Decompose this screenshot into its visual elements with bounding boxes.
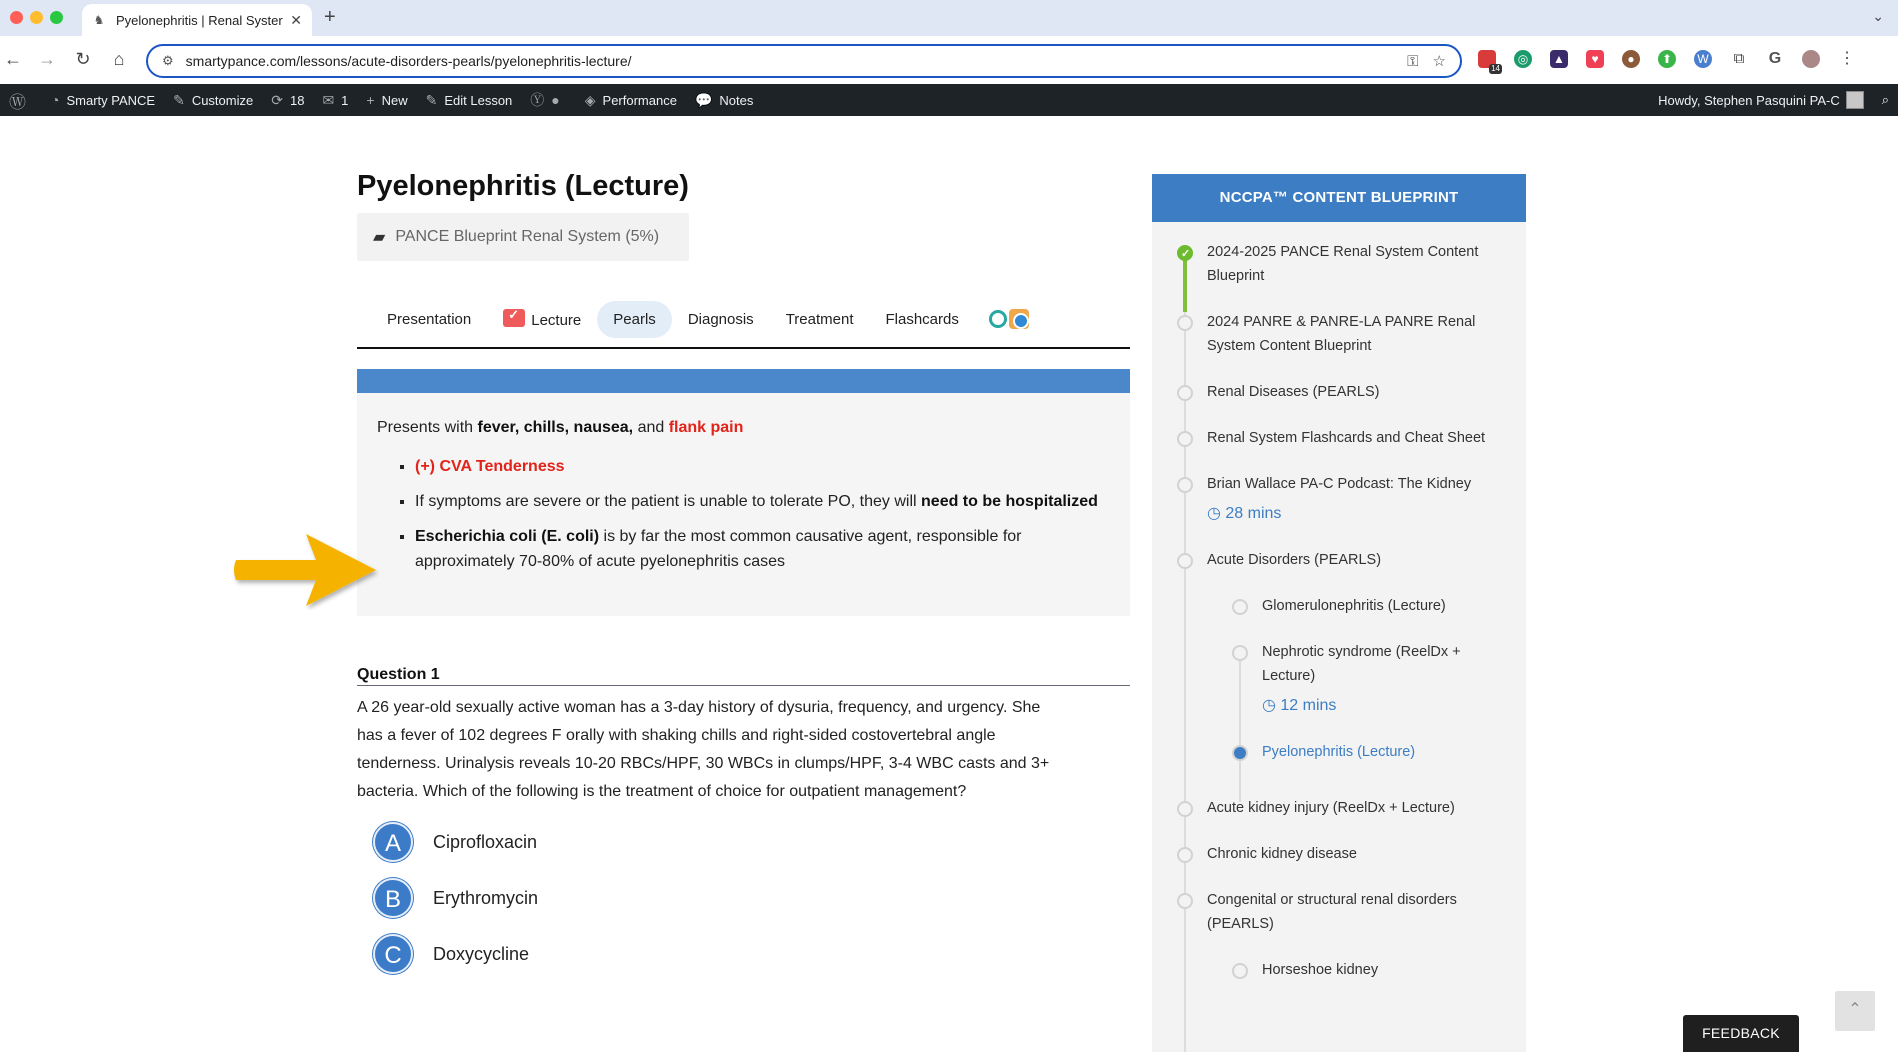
site-info-icon[interactable]: ⚙ bbox=[162, 53, 174, 68]
reload-icon[interactable]: ↻ bbox=[75, 49, 91, 69]
clock-icon: ◷ bbox=[1262, 697, 1281, 714]
question-text: A 26 year-old sexually active woman has a 3-day history of dysuria, frequency, and urgency. She has a fever of 102 degrees F orally with shaking chills and right-sided costovertebral angle tenderness. Urinalysis reveals 10-20 RBCs/HPF, 30 WBCs in clumps/HPF, 3-4 WBC casts and 3+ bacteria. Which of the following is the treatment of choice for outpatient management? bbox=[357, 699, 1050, 800]
blueprint-badge-label: PANCE Blueprint Renal System (5%) bbox=[395, 228, 660, 245]
status-dot-icon: ● bbox=[551, 92, 560, 108]
pearl-item: ▪ If symptoms are severe or the patient is unable to tolerate PO, they will need to be hospitalized bbox=[415, 489, 1110, 514]
admin-customize-link[interactable]: ✎ Customize bbox=[173, 91, 254, 108]
current-step-dot-icon bbox=[1232, 745, 1248, 761]
wordpress-extension-icon[interactable]: W bbox=[1694, 50, 1712, 68]
step-dot-icon bbox=[1177, 431, 1193, 447]
admin-site-link[interactable]: ◔ Smarty PANCE bbox=[51, 92, 156, 108]
answer-text: Doxycycline bbox=[433, 943, 530, 964]
tab-pearls[interactable]: Pearls bbox=[597, 301, 672, 338]
pearl-item: ▪ Escherichia coli (E. coli) is by far the most common causative agent, responsible for approximately 70-80% of acute pyelonephritis cases bbox=[415, 524, 1110, 574]
sidebar-subitem[interactable]: Horseshoe kidney bbox=[1152, 958, 1526, 982]
google-icon[interactable]: G bbox=[1766, 50, 1784, 68]
cookie-extension-icon[interactable]: ● bbox=[1622, 50, 1640, 68]
feedback-button[interactable]: FEEDBACK bbox=[1683, 1015, 1799, 1052]
clock-icon: ◷ bbox=[1207, 505, 1226, 522]
blueprint-sidebar bbox=[1152, 174, 1526, 1052]
new-tab-icon[interactable]: + bbox=[324, 6, 336, 28]
sidebar-item[interactable]: Renal System Flashcards and Cheat Sheet bbox=[1152, 426, 1526, 450]
answer-letter-badge: B bbox=[373, 878, 413, 918]
page-title: Pyelonephritis (Lecture) bbox=[357, 170, 689, 202]
tab-search-chevron-icon[interactable]: ⌄ bbox=[1872, 8, 1884, 24]
pearls-list bbox=[415, 454, 1110, 574]
sidebar-item[interactable]: Brian Wallace PA-C Podcast: The Kidney ◷ 28 mins bbox=[1152, 472, 1526, 526]
duration-label: ◷ 12 mins bbox=[1262, 697, 1337, 714]
browser-menu-icon[interactable]: ⋮ bbox=[1839, 50, 1855, 67]
home-icon[interactable]: ⌂ bbox=[113, 49, 125, 69]
close-window-button[interactable] bbox=[10, 11, 23, 24]
step-dot-icon bbox=[1177, 553, 1193, 569]
pearls-intro: Presents with fever, chills, nausea, and flank pain bbox=[377, 419, 744, 436]
step-dot-icon bbox=[1232, 645, 1248, 661]
answer-letter-badge: C bbox=[373, 934, 413, 974]
answer-text: Ciprofloxacin bbox=[433, 831, 538, 852]
performance-icon: ◈ bbox=[584, 91, 596, 108]
minimize-window-button[interactable] bbox=[30, 11, 43, 24]
browser-tabstrip bbox=[0, 0, 1898, 36]
admin-updates-link[interactable]: ⟳ 18 bbox=[271, 91, 305, 108]
tab-title: Pyelonephritis | Renal Syster bbox=[116, 12, 283, 28]
pencil-icon: ✎ bbox=[425, 91, 438, 108]
sidebar-subitem-current[interactable]: Pyelonephritis (Lecture) bbox=[1152, 740, 1526, 764]
annotation-arrow-icon bbox=[232, 530, 380, 610]
answer-option-b[interactable] bbox=[357, 870, 1130, 926]
video-camera-icon[interactable] bbox=[1009, 309, 1029, 329]
admin-notes-link[interactable]: 💬 Notes bbox=[694, 91, 754, 108]
sidebar-item[interactable]: Acute Disorders (PEARLS) bbox=[1152, 548, 1526, 572]
url-text[interactable]: smartypance.com/lessons/acute-disorders-pearls/pyelonephritis-lecture/ bbox=[185, 53, 632, 69]
lesson-content bbox=[357, 170, 1130, 982]
sidebar-item[interactable]: ✓ 2024-2025 PANCE Renal System Content Blueprint bbox=[1152, 240, 1526, 288]
updates-icon: ⟳ bbox=[271, 91, 283, 108]
profile-avatar[interactable] bbox=[1802, 50, 1820, 68]
sidebar-item[interactable]: 2024 PANRE & PANRE-LA PANRE Renal System Content Blueprint bbox=[1152, 310, 1526, 358]
sidebar-item[interactable]: Acute kidney injury (ReelDx + Lecture) bbox=[1152, 796, 1526, 820]
puzzle-extensions-icon[interactable]: ⧉ bbox=[1730, 50, 1748, 68]
tab-lecture[interactable]: ✓ Lecture bbox=[487, 299, 597, 339]
question-heading: Question 1 bbox=[357, 666, 1130, 686]
answer-text: Erythromycin bbox=[433, 887, 539, 908]
sidebar-heading: NCCPA™ CONTENT BLUEPRINT bbox=[1152, 174, 1526, 222]
site-favicon-icon: ♞ bbox=[93, 13, 105, 27]
step-dot-icon bbox=[1232, 599, 1248, 615]
browser-toolbar bbox=[0, 36, 1898, 84]
tab-diagnosis[interactable]: Diagnosis bbox=[687, 310, 754, 328]
user-avatar bbox=[1846, 91, 1864, 109]
bookmark-star-icon[interactable]: ☆ bbox=[1432, 53, 1446, 70]
sidebar-subitem[interactable]: Nephrotic syndrome (ReelDx + Lecture) ◷ 12 mins bbox=[1152, 640, 1526, 718]
sidebar-subitem[interactable]: Glomerulonephritis (Lecture) bbox=[1152, 594, 1526, 618]
admin-performance-link[interactable]: ◈ Performance bbox=[584, 91, 677, 108]
tab-flashcards[interactable]: Flashcards bbox=[885, 310, 959, 328]
step-dot-icon bbox=[1177, 477, 1193, 493]
step-dot-icon bbox=[1232, 963, 1248, 979]
sidebar-item[interactable]: Chronic kidney disease bbox=[1152, 842, 1526, 866]
answer-letter-badge: A bbox=[373, 822, 413, 862]
extensions-row bbox=[1478, 50, 1856, 73]
complete-check-icon bbox=[1177, 245, 1193, 261]
step-dot-icon bbox=[1177, 893, 1193, 909]
address-bar[interactable] bbox=[146, 44, 1462, 78]
sidebar-item[interactable]: Renal Diseases (PEARLS) bbox=[1152, 380, 1526, 404]
step-dot-icon bbox=[1177, 385, 1193, 401]
progress-ring-icon[interactable] bbox=[989, 310, 1007, 328]
blueprint-badge[interactable] bbox=[357, 213, 689, 261]
pocket-extension-icon[interactable]: ♥ bbox=[1586, 50, 1604, 68]
admin-edit-lesson-link[interactable]: ✎ Edit Lesson bbox=[425, 91, 513, 108]
plus-icon: + bbox=[366, 92, 375, 108]
step-dot-icon bbox=[1177, 847, 1193, 863]
tab-treatment[interactable]: Treatment bbox=[785, 310, 854, 328]
tab-presentation[interactable]: Presentation bbox=[387, 310, 472, 328]
back-arrow-icon[interactable]: ← bbox=[4, 49, 22, 69]
lesson-tabs bbox=[357, 291, 1130, 349]
admin-new-link[interactable]: + New bbox=[366, 92, 408, 108]
pearls-header-bar bbox=[357, 369, 1130, 393]
comment-icon: ✉ bbox=[322, 91, 335, 108]
browser-tab[interactable] bbox=[82, 4, 312, 36]
admin-account-menu[interactable]: Howdy, Stephen Pasquini PA-C bbox=[1649, 84, 1873, 116]
password-key-icon[interactable]: ⚿ bbox=[1407, 52, 1419, 70]
maximize-window-button[interactable] bbox=[50, 11, 63, 24]
answer-option-a[interactable] bbox=[357, 814, 1130, 870]
brush-icon: ✎ bbox=[173, 91, 185, 108]
pearls-box bbox=[357, 393, 1130, 616]
lecture-check-icon bbox=[503, 309, 525, 327]
green-extension-icon[interactable]: ⬆ bbox=[1658, 50, 1676, 68]
step-dot-icon bbox=[1177, 801, 1193, 817]
notes-bubble-icon: 💬 bbox=[694, 91, 713, 108]
yoast-seo-icon[interactable]: Ⓨ ● bbox=[530, 92, 560, 108]
answer-list bbox=[357, 814, 1130, 982]
admin-search-icon[interactable]: ⌕ bbox=[1881, 92, 1889, 107]
duration-label: ◷ 28 mins bbox=[1207, 505, 1282, 522]
close-tab-icon[interactable]: ✕ bbox=[290, 11, 302, 28]
admin-comments-link[interactable]: ✉ 1 bbox=[322, 91, 349, 108]
wordpress-logo-icon[interactable]: Ⓦ bbox=[9, 92, 26, 112]
pearl-item: ▪ (+) CVA Tenderness bbox=[415, 454, 1110, 479]
sidebar-list bbox=[1152, 222, 1526, 982]
wp-admin-bar bbox=[0, 84, 1898, 116]
agent-extension-icon[interactable]: ▲ bbox=[1550, 50, 1568, 68]
forward-arrow-icon[interactable]: → bbox=[38, 49, 56, 69]
chatgpt-extension-icon[interactable]: ◎ bbox=[1514, 50, 1532, 68]
calendar-extension-icon[interactable]: 14 bbox=[1478, 50, 1496, 68]
answer-option-c[interactable] bbox=[357, 926, 1130, 982]
step-dot-icon bbox=[1177, 315, 1193, 331]
sidebar-item[interactable]: Congenital or structural renal disorders (PEARLS) bbox=[1152, 888, 1526, 936]
book-icon: ▰ bbox=[373, 229, 386, 246]
scroll-to-top-chevron-icon[interactable]: ⌃ bbox=[1835, 991, 1875, 1031]
dashboard-icon: ◔ bbox=[51, 92, 60, 108]
